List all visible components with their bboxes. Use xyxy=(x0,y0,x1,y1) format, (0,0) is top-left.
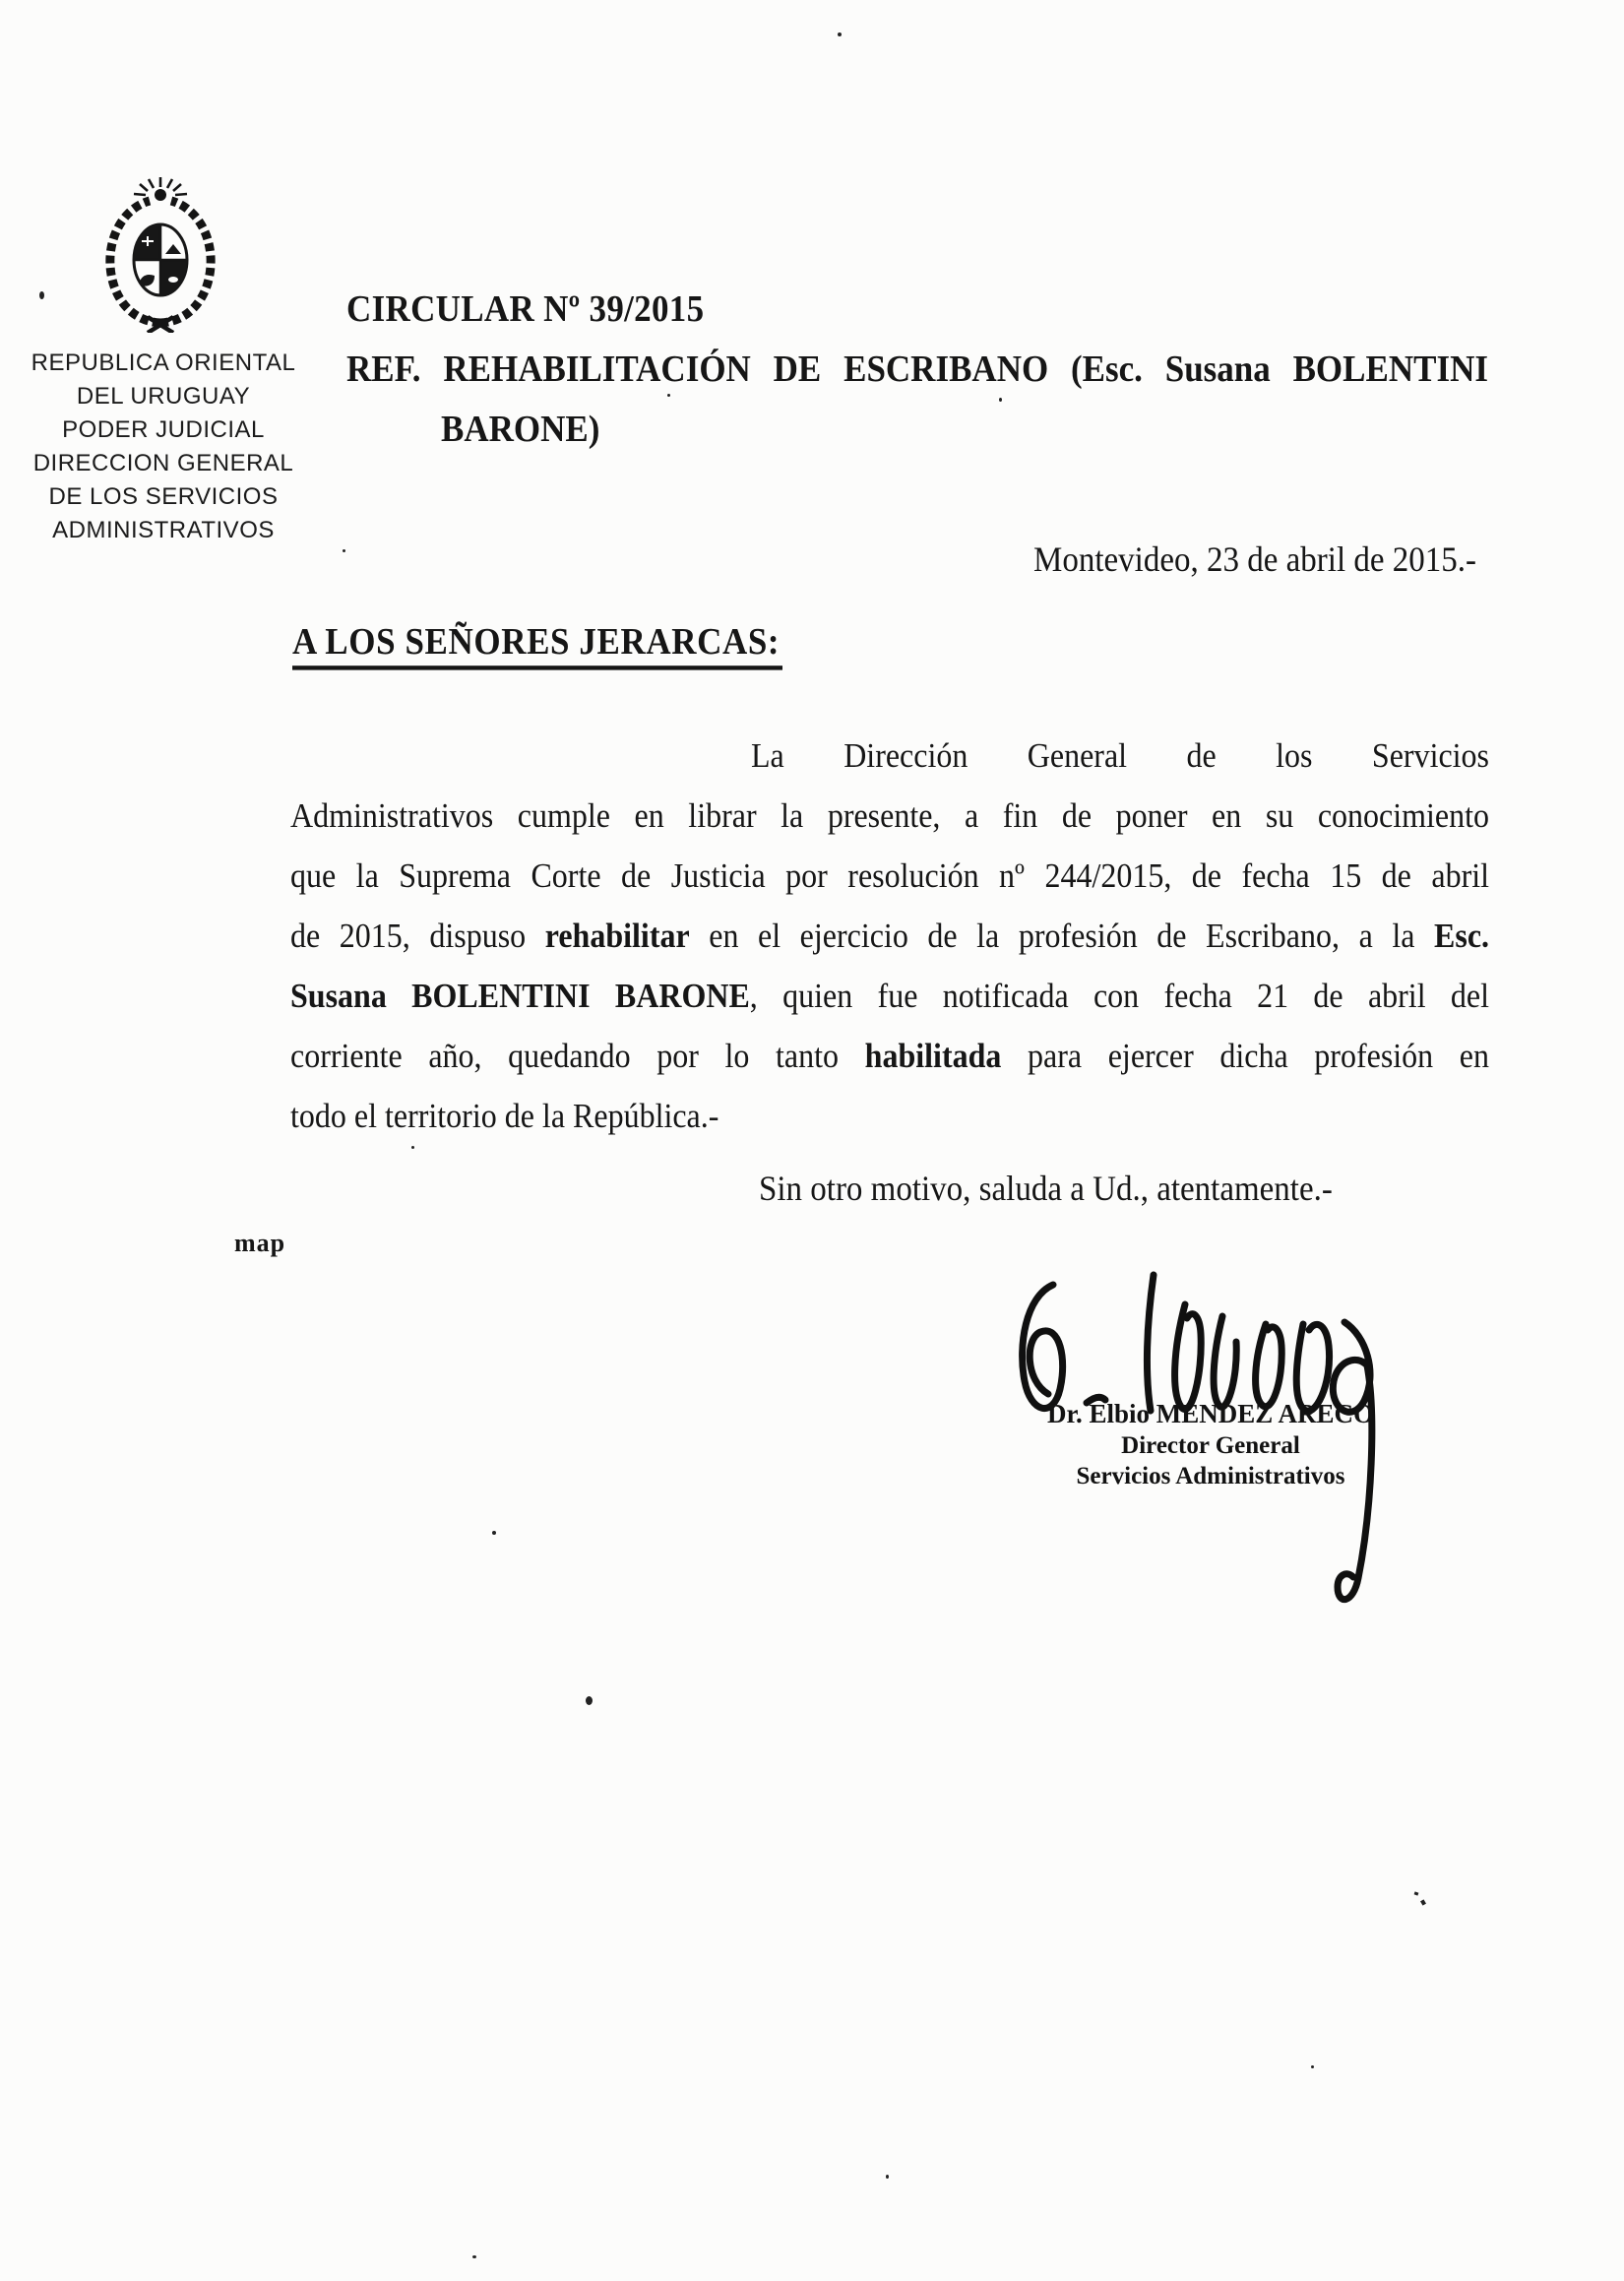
body-text: de 2015, dispuso xyxy=(290,916,545,955)
scan-speck xyxy=(886,2175,889,2179)
scan-speck xyxy=(999,398,1002,402)
body-text-emphasis: rehabilitar xyxy=(544,916,690,955)
salutation: A LOS SEÑORES JERARCAS: xyxy=(292,620,782,670)
scan-speck xyxy=(492,1531,496,1535)
signer-name: Dr. Elbio MENDEZ ARECO xyxy=(1046,1399,1375,1428)
scan-speck xyxy=(1414,1891,1419,1895)
scan-speck xyxy=(472,2255,476,2258)
scan-speck xyxy=(667,394,670,397)
signer-title: Servicios Administrativos xyxy=(1076,1463,1345,1489)
org-line: ADMINISTRATIVOS xyxy=(52,517,275,543)
signer-block xyxy=(1029,1397,1393,1491)
body-line: La Dirección General de los Servicios xyxy=(751,735,1489,775)
body-line xyxy=(290,916,1489,956)
org-line: REPUBLICA ORIENTAL xyxy=(31,349,296,376)
org-line: DE LOS SERVICIOS xyxy=(48,483,279,510)
body-text: , quien fue notificada con fecha 21 de abril del xyxy=(749,976,1490,1015)
letterhead-org-block xyxy=(20,347,307,547)
body-line: que la Suprema Corte de Justicia por resolución nº 244/2015, de fecha 15 de abril xyxy=(290,855,1489,895)
scan-speck xyxy=(39,291,44,299)
scan-speck xyxy=(838,32,842,36)
org-line: PODER JUDICIAL xyxy=(62,416,265,443)
org-line: DIRECCION GENERAL xyxy=(32,450,294,476)
typist-initials: map xyxy=(234,1229,286,1257)
reference-subject-line: REF. REHABILITACIÓN DE ESCRIBANO (Esc. Susana BOLENTINI xyxy=(346,348,1488,390)
body-text: corriente año, quedando por lo tanto xyxy=(290,1036,865,1075)
scan-speck xyxy=(1420,1899,1426,1905)
body-text: para ejercer dicha profesión en xyxy=(1001,1036,1490,1075)
scan-speck xyxy=(343,549,345,552)
body-line xyxy=(290,1036,1489,1076)
body-text-emphasis: Esc. xyxy=(1434,916,1490,955)
closing-line: Sin otro motivo, saluda a Ud., atentamente.- xyxy=(759,1170,1333,1209)
scan-speck xyxy=(1311,2065,1314,2068)
body-text-emphasis: Susana BOLENTINI BARONE xyxy=(290,976,750,1015)
reference-subject-continuation: BARONE) xyxy=(441,408,600,450)
body-text: en el ejercicio de la profesión de Escribano, a la xyxy=(689,916,1435,955)
org-line: DEL URUGUAY xyxy=(76,383,251,410)
signer-title: Director General xyxy=(1121,1432,1300,1459)
body-line: Administrativos cumple en librar la presente, a fin de poner en su conocimiento xyxy=(290,795,1489,835)
dateline: Montevideo, 23 de abril de 2015.- xyxy=(1033,540,1476,580)
scan-speck xyxy=(586,1696,593,1705)
body-text-emphasis: habilitada xyxy=(864,1036,1002,1075)
body-line: todo el territorio de la República.- xyxy=(290,1096,719,1135)
circular-number-title: CIRCULAR Nº 39/2015 xyxy=(346,287,705,330)
scan-speck xyxy=(411,1146,414,1149)
uruguay-coat-of-arms-icon xyxy=(87,175,234,338)
body-line xyxy=(290,976,1489,1016)
